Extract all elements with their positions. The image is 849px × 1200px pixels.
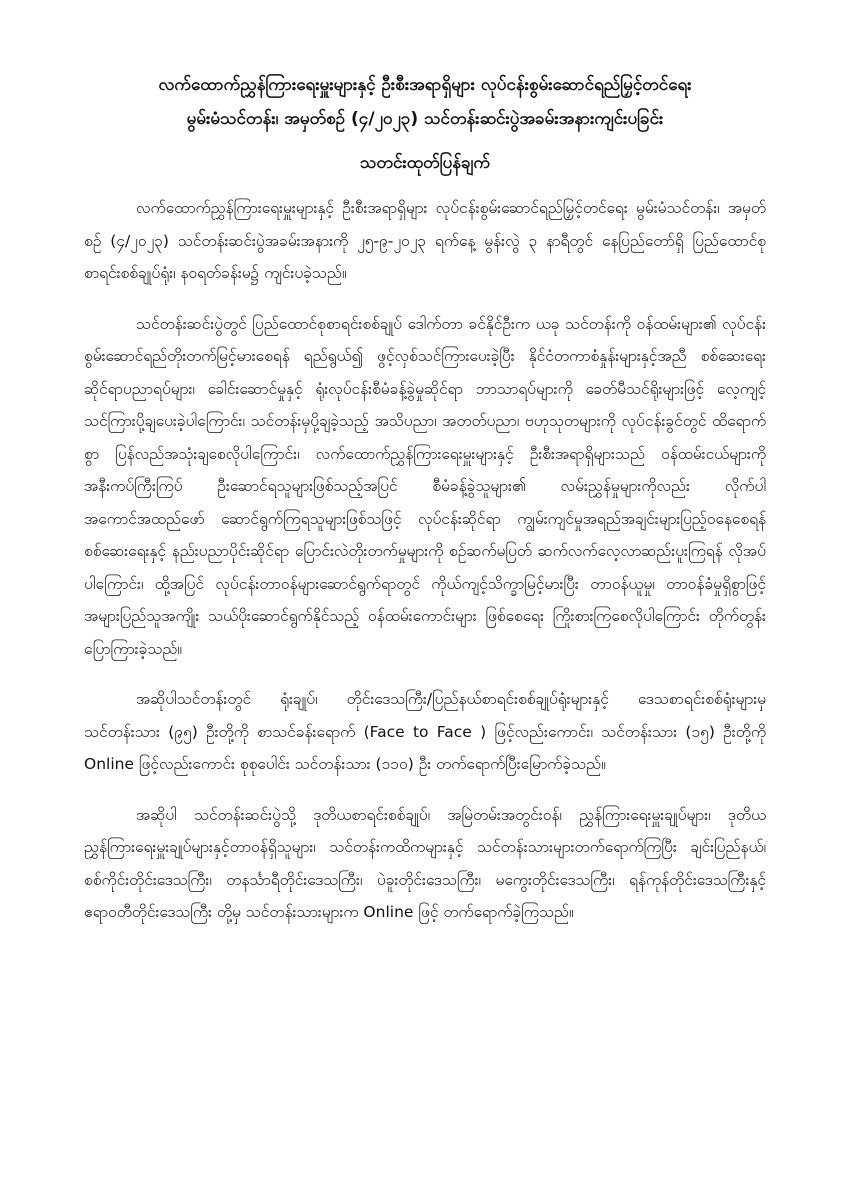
paragraph-2: သင်တန်းဆင်းပွဲတွင် ပြည်ထောင်စုစာရင်းစစ်ချုပ် ဒေါက်တာ ခင်နိုင်ဦးက ယခု သင်တန်းကို ဝန်ထမ်းများ၏ လုပ်ငန်းစွမ်းဆောင်ရည်တိုးတက်မြင့်မားစေရန် ရည်ရွယ်၍ ဖွင့်လှစ်သင်ကြားပေးခဲ့ပြီး နိုင်ငံတကာစံနှုန်းများနှင့်အညီ စစ်ဆေးရေးဆိုင်ရာပညာရပ်များ၊ ခေါင်းဆောင်မှုနှင့် ရုံးလုပ်ငန်းစီမံခန့်ခွဲမှုဆိုင်ရာ ဘာသာရပ်များကို ခေတ်မီသင်ရိုးများဖြင့် လေ့ကျင့်သင်ကြားပို့ချပေးခဲ့ပါကြောင်း၊ သင်တန်းမှပို့ချခဲ့သည့် အသိပညာ၊ အတတ်ပညာ၊ ဗဟုသုတများကို လုပ်ငန်းခွင်တွင် ထိရောက်စွာ ပြန်လည်အသုံးချစေလိုပါကြောင်း၊ လက်ထောက်ညွှန်ကြားရေးမှူးများနှင့် ဦးစီးအရာရှိများသည် ဝန်ထမ်းငယ်များကို အနီးကပ်ကြီးကြပ် ဦးဆောင်ရသူများဖြစ်သည့်အပြင် စီမံခန့်ခွဲသူများ၏ လမ်းညွှန်မှုများကိုလည်း လိုက်ပါအကောင်အထည်ဖော် ဆောင်ရွက်ကြရသူများဖြစ်သဖြင့် လုပ်ငန်းဆိုင်ရာ ကျွမ်းကျင်မှုအရည်အချင်းများပြည့်ဝနေစေရန် စစ်ဆေးရေးနှင့် နည်းပညာပိုင်းဆိုင်ရာ ပြောင်းလဲတိုးတက်မှုများကို စဉ်ဆက်မပြတ် ဆက်လက်လေ့လာဆည်းပူးကြရန် လိုအပ်ပါကြောင်း၊ ထို့အပြင် လုပ်ငန်းတာဝန်များဆောင်ရွက်ရာတွင် ကိုယ်ကျင့်သိက္ခာမြင့်မားပြီး တာဝန်ယူမှု၊ တာဝန်ခံမှုရှိစွာဖြင့် အများပြည်သူအကျိုး သယ်ပိုးဆောင်ရွက်နိုင်သည့် ဝန်ထမ်းကောင်းများ ဖြစ်စေရေး ကြိုးစားကြစေလိုပါကြောင်း တိုက်တွန်းပြောကြားခဲ့သည်။ [84, 314, 766, 658]
heading-line-2: မွမ်းမံသင်တန်း၊ အမှတ်စဉ် (၄/၂၀၂၃) သင်တန်းဆင်းပွဲအခမ်းအနားကျင်းပခြင်း [186, 109, 664, 129]
press-release-page [84, 68, 766, 947]
paragraph-1: လက်ထောက်ညွှန်ကြားရေးမှူးများနှင့် ဦးစီးအရာရှိများ လုပ်ငန်းစွမ်းဆောင်ရည်မြှင့်တင်ရေး မွမ်းမံသင်တန်း၊ အမှတ်စဉ် (၄/၂၀၂၃) သင်တန်းဆင်းပွဲအခမ်းအနားကို ၂၅-၉-၂၀၂၃ ရက်နေ့ မွန်းလွဲ ၃ နာရီတွင် နေပြည်တော်ရှိ ပြည်ထောင်စုစာရင်းစစ်ချုပ်ရုံး၊ နဝရတ်ခန်းမ၌ ကျင်းပခဲ့သည်။ [84, 199, 766, 282]
document-heading [84, 68, 766, 136]
paragraph-4: အဆိုပါ သင်တန်းဆင်းပွဲသို့ ဒုတိယစာရင်းစစ်ချုပ်၊ အမြဲတမ်းအတွင်းဝန်၊ ညွှန်ကြားရေးမှူးချုပ်များ၊ ဒုတိယညွှန်ကြားရေးမှူးချုပ်များနှင့်တာဝန်ရှိသူများ၊ သင်တန်းကထိကများနှင့် သင်တန်းသားများတက်ရောက်ကြပြီး ချင်းပြည်နယ်၊ စစ်ကိုင်းတိုင်းဒေသကြီး၊ တနင်္သာရီတိုင်းဒေသကြီး၊ ပဲခူးတိုင်းဒေသကြီး၊ မကွေးတိုင်းဒေသကြီး၊ ရန်ကုန်တိုင်းဒေသကြီးနှင့် ဧရာဝတီတိုင်းဒေသကြီး တို့မှ သင်တန်းသားများက Online ဖြင့် တက်ရောက်ခဲ့ကြသည်။ [84, 805, 766, 921]
heading-line-1: လက်ထောက်ညွှန်ကြားရေးမှူးများနှင့် ဦးစီးအရာရှိများ လုပ်ငန်းစွမ်းဆောင်ရည်မြှင့်တင်ရေး [158, 75, 692, 95]
document-subtitle: သတင်းထုတ်ပြန်ချက် [360, 153, 490, 173]
paragraph-3: အဆိုပါသင်တန်းတွင် ရုံးချုပ်၊ တိုင်းဒေသကြီး/ပြည်နယ်စာရင်းစစ်ချုပ်ရုံးများနှင့် ဒေသစာရင်းစစ်ရုံးများမှ သင်တန်းသား (၉၅) ဦးတို့ကို စာသင်ခန်းရောက် (Face to Face ) ဖြင့်လည်းကောင်း၊ သင်တန်းသား (၁၅) ဦးတို့ကို Online ဖြင့်လည်းကောင်း စုစုပေါင်း သင်တန်းသား (၁၁၀) ဦး တက်ရောက်ပြီးမြောက်ခဲ့သည်။ [84, 690, 766, 773]
